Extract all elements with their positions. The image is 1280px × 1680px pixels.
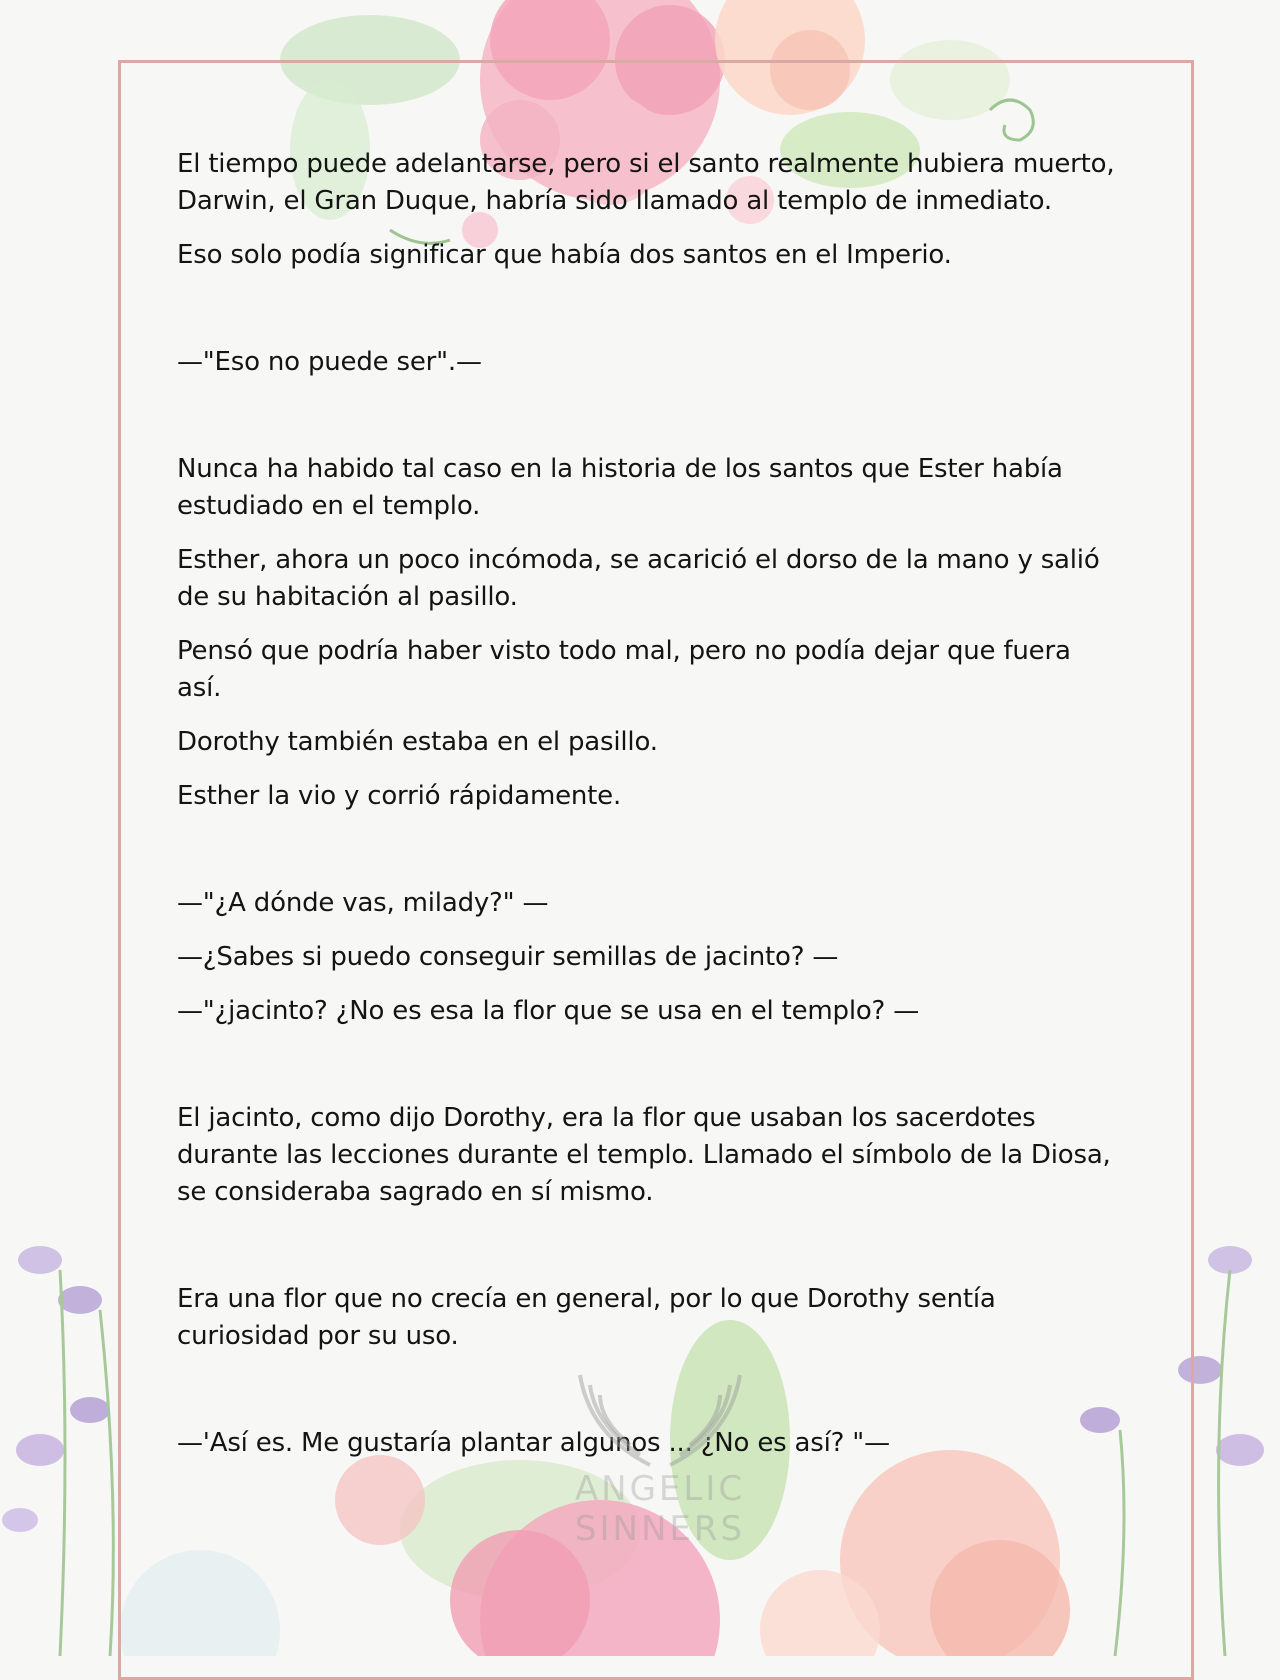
dialogue-line: —¿Sabes si puedo conseguir semillas de jacinto? — [177, 942, 839, 972]
paragraph: Dorothy también estaba en el pasillo. [177, 727, 658, 757]
paragraph: El jacinto, como dijo Dorothy, era la flor que usaban los sacerdotes durante las lecciones durante el templo. Llamado el símbolo de la Diosa, se consideraba sagrado en sí mismo. [177, 1103, 1111, 1207]
dialogue-line: —'Así es. Me gustaría plantar algunos ... ¿No es así? "— [177, 1428, 890, 1458]
paragraph: Era una flor que no crecía en general, por lo que Dorothy sentía curiosidad por su uso. [177, 1284, 996, 1351]
watermark-text: ANGELIC SINNERS [574, 1469, 746, 1549]
paragraph: Nunca ha habido tal caso en la historia de los santos que Ester había estudiado en el templo. [177, 454, 1063, 521]
paragraph: Eso solo podía significar que había dos santos en el Imperio. [177, 240, 952, 270]
paragraph: Pensó que podría haber visto todo mal, pero no podía dejar que fuera así. [177, 636, 1071, 703]
paragraph: Esther, ahora un poco incómoda, se acarició el dorso de la mano y salió de su habitación al pasillo. [177, 545, 1100, 612]
document-body [177, 146, 1117, 1479]
dialogue-line: —"Eso no puede ser".— [177, 347, 482, 377]
dialogue-line: —"¿A dónde vas, milady?" — [177, 888, 549, 918]
paragraph: Esther la vio y corrió rápidamente. [177, 781, 622, 811]
dialogue-line: —"¿jacinto? ¿No es esa la flor que se usa en el templo? — [177, 996, 920, 1026]
paragraph: El tiempo puede adelantarse, pero si el santo realmente hubiera muerto, Darwin, el Gran Duque, habría sido llamado al templo de inmediato. [177, 149, 1115, 216]
angel-wings-icon [500, 1345, 820, 1475]
watermark [500, 1345, 820, 1549]
